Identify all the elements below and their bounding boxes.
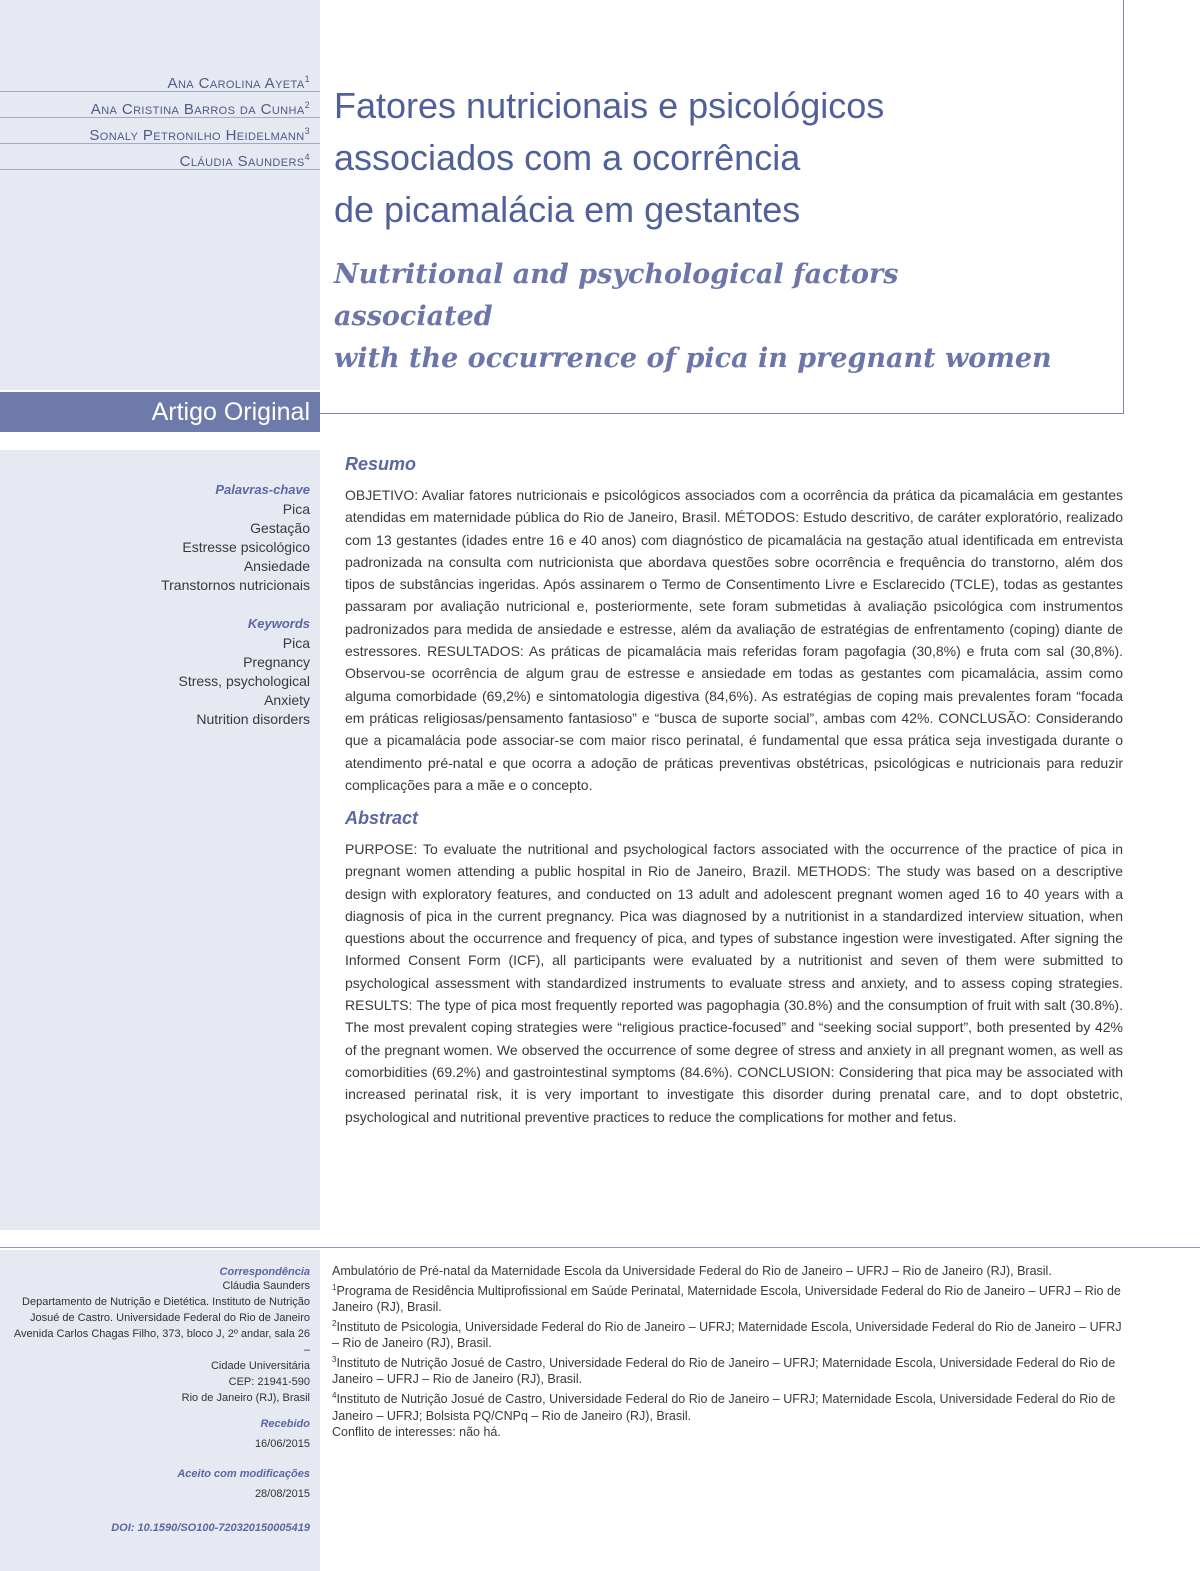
doi: DOI: 10.1590/SO100-720320150005419 bbox=[111, 1522, 310, 1534]
affiliation-3: $^3$Instituto de Nutrição Josué de Castro, Universidade Federal do Rio de Janeiro – UFRJ; Maternidade Escola, Universidade Federal do Rio de Janeiro – UFRJ – Rio de Janeiro (RJ), Brasil. bbox=[332, 1354, 1116, 1387]
resumo-text: OBJETIVO: Avaliar fatores nutricionais e psicológicos associados com a ocorrência da prática da picamalácia em gestantes atendidas em maternidade pública do Rio de Janeiro, Brasil. MÉTODOS: Estudo descritivo, de caráter exploratório, realizado com 13 gestantes (idades entre 16 e 40 anos) com diagnóstico de picamalácia na gestação atual identificada em entrevista padronizada na consulta com nutricionista que abordava questões sobre ocorrência e frequência do transtorno, além dos tipos de substâncias ingeridas. Após assinarem o Termo de Consentimento Livre e Esclarecido (TCLE), todas as gestantes passaram por avaliação nutricional e, posteriormente, sete foram submetidas à avaliação psicológica com instrumentos padronizados para medida de ansiedade e estresse, além da avaliação de estratégias de enfrentamento (coping) diante de estressores. RESULTADOS: As práticas de picamalácia mais referidas foram pagofagia (30,8%) e fruta com sal (30,8%). Observou-se ocorrência de algum grau de estresse e ansiedade em todas as gestantes com picamalácia, assim como alguma comorbidade (69,2%) e sintomatologia digestiva (84,6%). As estratégias de coping mais prevalentes foram “focada em práticas religiosas/pensamento fantasioso” e “busca de suporte social”, ambas com 42%. CONCLUSÃO: Considerando que a picamalácia pode associar-se com maior risco perinatal, é fundamental que essa prática seja investigada durante o atendimento pré-natal e que ocorra a adoção de práticas preventivas obstétricas, psicológicas e nutricionais para reduzir complicações para a mãe e o concepto. bbox=[345, 487, 1123, 793]
accepted-date: Aceito com modificações 28/08/2015 bbox=[177, 1468, 310, 1500]
keywords-pt: Palavras-chave Pica Gestação Estresse psicológico Ansiedade Transtornos nutricionais bbox=[161, 482, 310, 593]
footer-divider bbox=[0, 1247, 1200, 1248]
correspondence: Correspondência Cláudia Saunders Departamento de Nutrição e Dietética. Instituto de Nutrição Josué de Castro. Universidade Federal do Rio de Janeiro Avenida Carlos Chagas Filho, 373, bloco J, 2º andar, sala 26 – Cidade Universitária CEP: 21941-590 Rio de Janeiro (RJ), Brasil bbox=[13, 1266, 310, 1404]
keyword-item: Pica bbox=[282, 501, 310, 517]
title-box bbox=[320, 0, 1124, 414]
abstract-text: PURPOSE: To evaluate the nutritional and psychological factors associated with the occurrence of the practice of pica in pregnant women attending a public hospital in Rio de Janeiro, Brazil. METHODS: The study was based on a descriptive design with exploratory features, and conducted on 13 adult and adolescent pregnant women aged 16 to 40 years with a diagnosis of pica in the current pregnancy. Pica was diagnosed by a nutritionist in a standardized interview situation, when questions about the occurrence and frequency of pica, and types of substance ingestion were investigated. After signing the Informed Consent Form (ICF), all participants were evaluated by a nutritionist and seven of them were submitted to psychological assessment with standardized instruments to evaluate stress and anxiety, and to assess coping strategies. RESULTS: The type of pica most frequently reported was pagophagia (30.8%) and the consumption of fruit with salt (30.8%). The most prevalent coping strategies were “religious practice-focused” and “seeking social support”, both presented by 42% of the pregnant women. We observed the occurrence of some degree of stress and anxiety in all pregnant women, as well as comorbidities (69.2%) and gastrointestinal symptoms (84.6%). CONCLUSION: Considering that pica may be associated with increased perinatal risk, it is very important to investigate this disorder during prenatal care, and to dopt obstetric, psychological and nutritional preventive practices to reduce the complications for mother and fetus. bbox=[345, 841, 1123, 1125]
article-type-bar: Artigo Original bbox=[0, 392, 320, 432]
keyword-item: Pregnancy bbox=[243, 654, 310, 670]
title-portuguese: Fatores nutricionais e psicológicos associados com a ocorrência de picamalácia em gestantes bbox=[334, 85, 885, 230]
keyword-item: Transtornos nutricionais bbox=[161, 577, 310, 593]
received-date: Recebido 16/06/2015 bbox=[254, 1418, 310, 1450]
keyword-item: Stress, psychological bbox=[178, 673, 310, 689]
author-4: Cláudia Saunders$^4$ bbox=[0, 144, 320, 170]
affiliation-intro: Ambulatório de Pré-natal da Maternidade Escola da Universidade Federal do Rio de Janeiro – UFRJ – Rio de Janeiro (RJ), Brasil. bbox=[332, 1264, 1052, 1278]
keyword-item: Pica bbox=[282, 635, 310, 651]
keyword-item: Gestação bbox=[250, 520, 310, 536]
correspondence-panel bbox=[0, 1250, 320, 1571]
keyword-item: Ansiedade bbox=[243, 558, 310, 574]
abstract-heading: Abstract bbox=[345, 808, 419, 828]
keyword-item: Estresse psicológico bbox=[182, 539, 310, 555]
resumo-heading: Resumo bbox=[345, 454, 417, 474]
affiliation-1: $^1$Programa de Residência Multiprofissional em Saúde Perinatal, Maternidade Escola, Universidade Federal do Rio de Janeiro – UFRJ – Rio de Janeiro (RJ), Brasil. bbox=[332, 1282, 1121, 1315]
affiliation-2: $^2$Instituto de Psicologia, Universidade Federal do Rio de Janeiro – UFRJ; Maternidade Escola, Universidade Federal do Rio de Janeiro – UFRJ – Rio de Janeiro (RJ), Brasil. bbox=[332, 1318, 1122, 1351]
title-english: Nutritional and psychological factors associated with the occurrence of pica in pregnant women bbox=[334, 259, 1052, 374]
conflict-of-interest: Conflito de interesses: não há. bbox=[332, 1425, 501, 1440]
author-list bbox=[0, 66, 320, 170]
affiliation-4: $^4$Instituto de Nutrição Josué de Castro, Universidade Federal do Rio de Janeiro – UFRJ; Maternidade Escola, Universidade Federal do Rio de Janeiro – UFRJ; Bolsista PQ/CNPq – Rio de Janeiro (RJ), Brasil. bbox=[332, 1390, 1116, 1423]
author-2: Ana Cristina Barros da Cunha$^2$ bbox=[0, 92, 320, 118]
keywords-panel bbox=[0, 450, 320, 1230]
author-3: Sonaly Petronilho Heidelmann$^3$ bbox=[0, 118, 320, 144]
author-1: Ana Carolina Ayeta$^1$ bbox=[0, 66, 320, 92]
keyword-item: Anxiety bbox=[264, 692, 310, 708]
keywords-en: Keywords Pica Pregnancy Stress, psychological Anxiety Nutrition disorders bbox=[178, 616, 310, 727]
affiliations bbox=[332, 1263, 1122, 1441]
left-header-panel bbox=[0, 0, 320, 390]
keyword-item: Nutrition disorders bbox=[196, 711, 310, 727]
